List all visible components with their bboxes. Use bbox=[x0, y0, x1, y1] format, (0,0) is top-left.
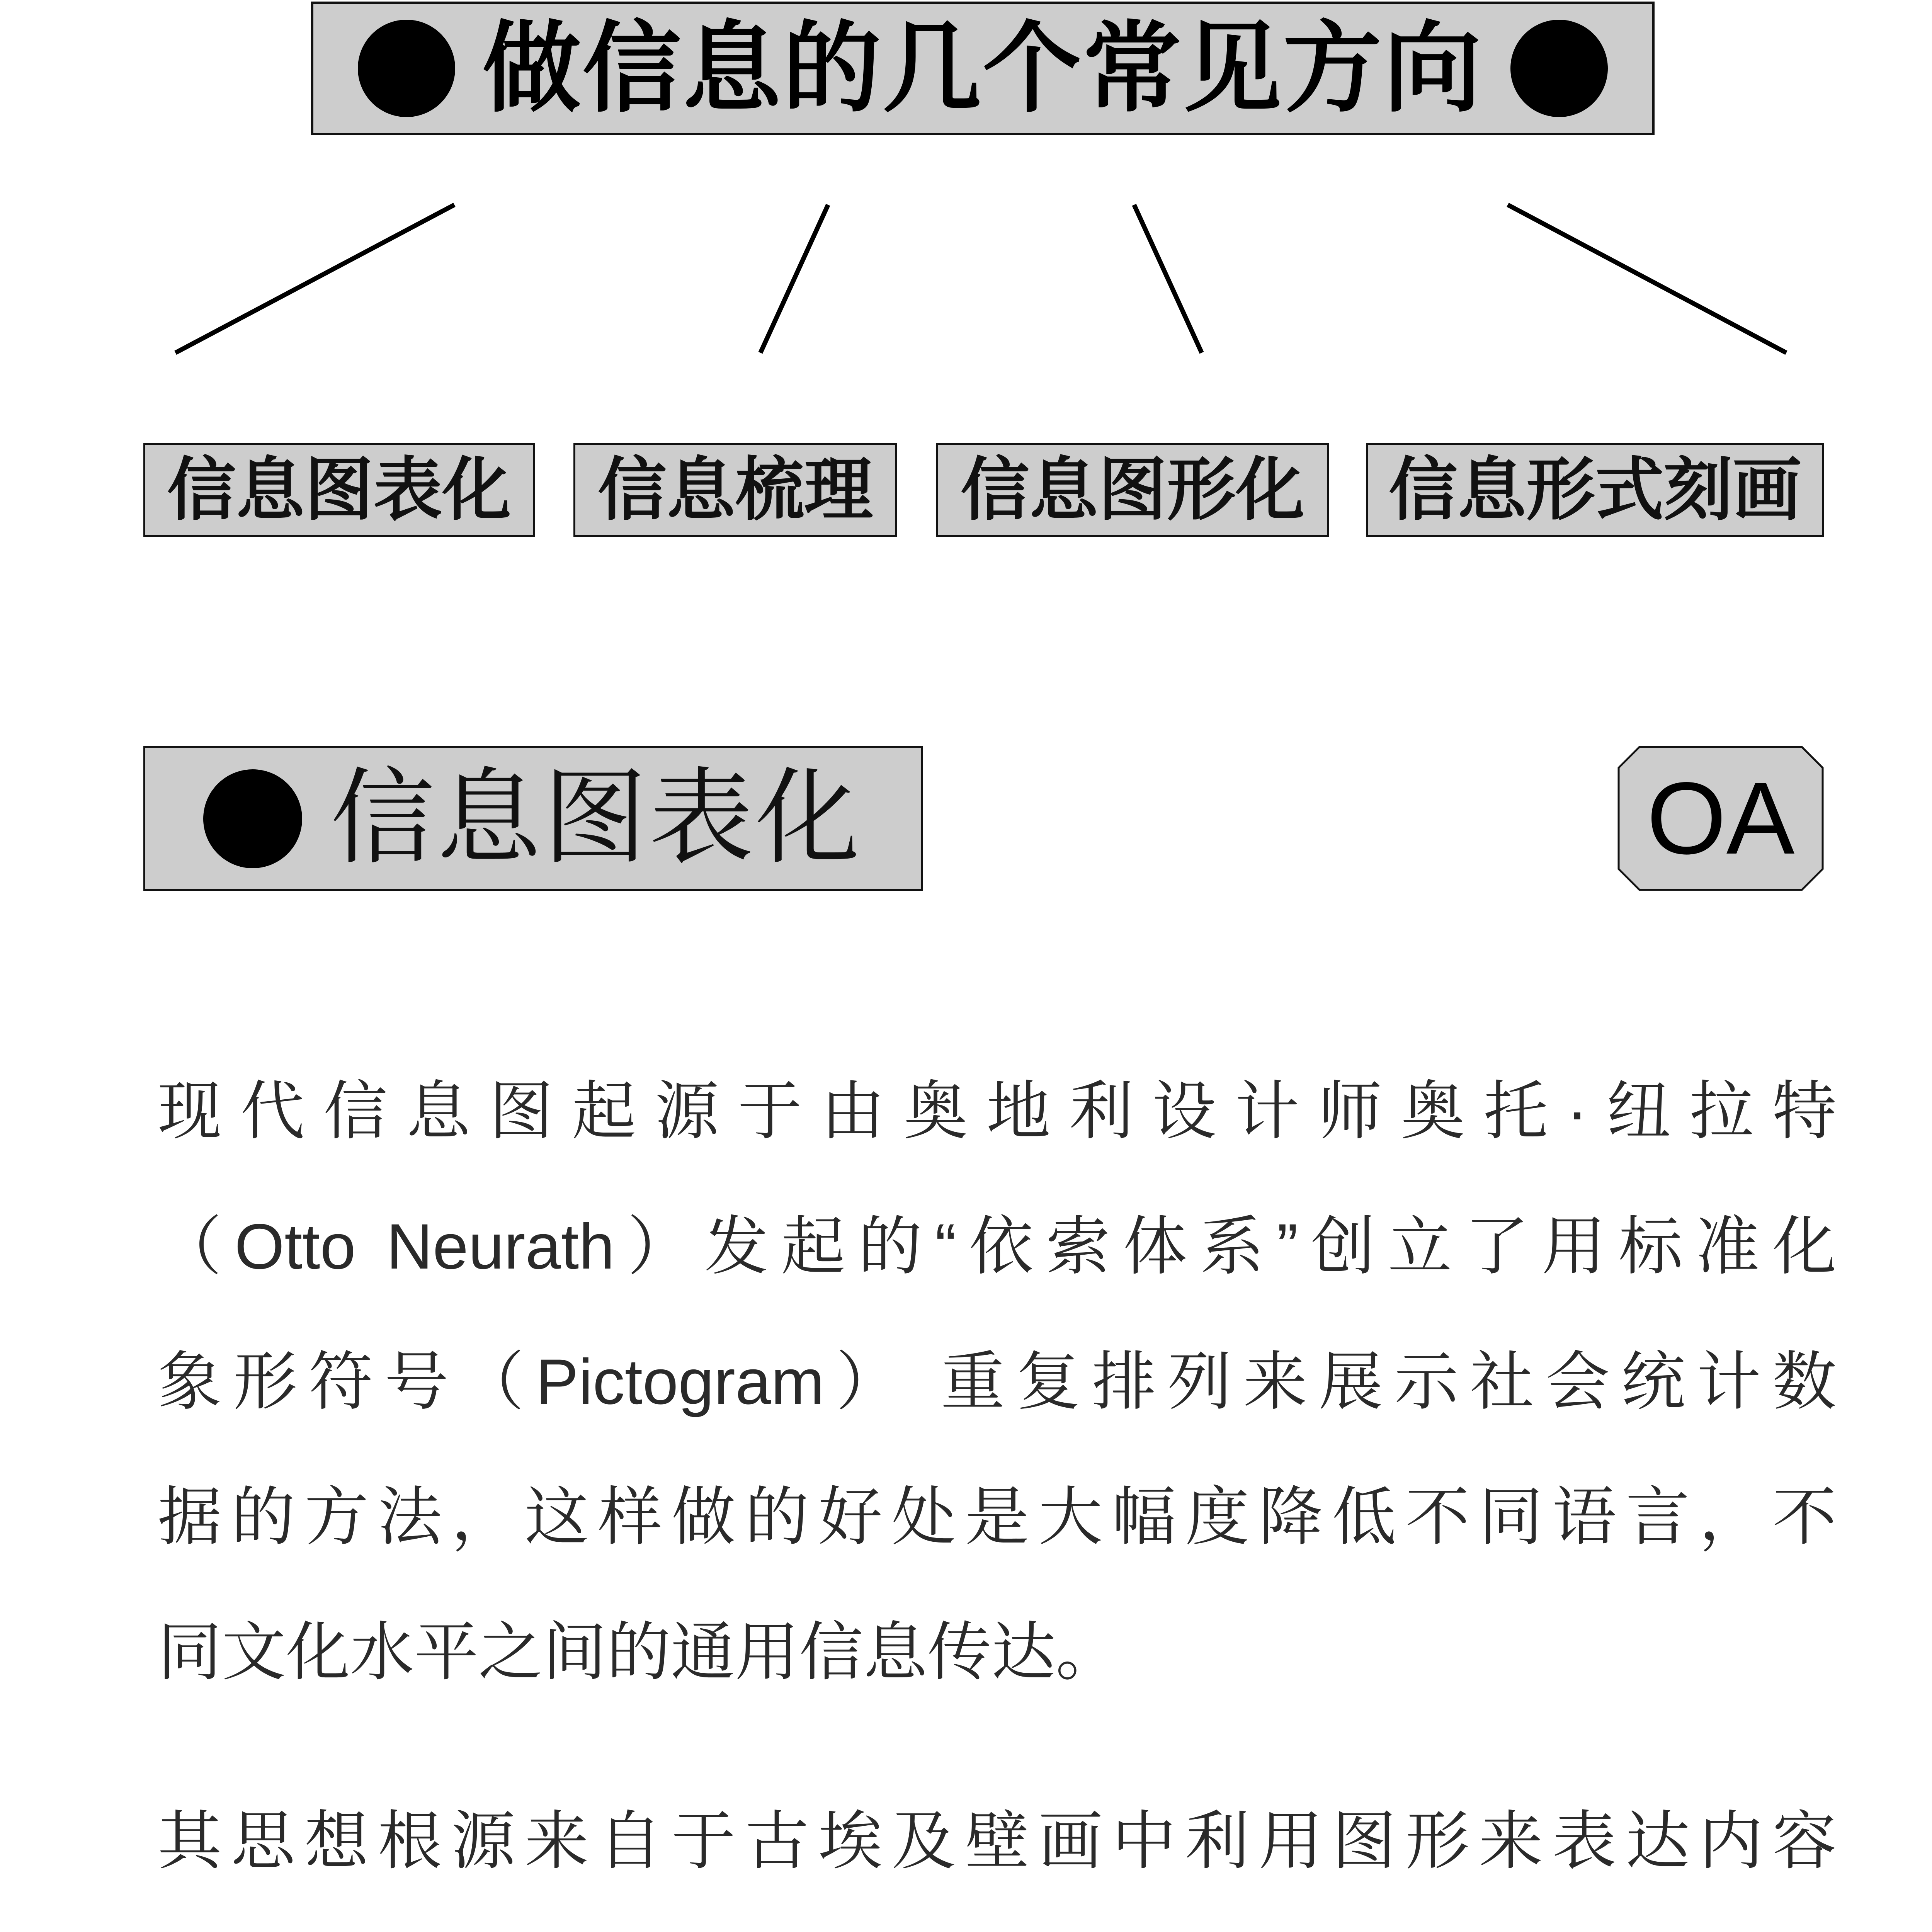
direction-box-infographic bbox=[143, 443, 535, 537]
paragraph-1 bbox=[158, 1044, 1837, 1720]
direction-label: 信息图形化 bbox=[961, 451, 1304, 528]
badge-label: OA bbox=[1646, 761, 1795, 876]
connector-line-3 bbox=[1134, 205, 1202, 353]
connector-line-1 bbox=[175, 205, 454, 353]
direction-label: 信息图表化 bbox=[167, 451, 511, 528]
connector-lines bbox=[0, 0, 1932, 386]
paragraph-line: 其思想根源来自于古埃及壁画中利用图形来表达内容 bbox=[158, 1806, 1837, 1877]
main-title: 做信息的几个常见方向 bbox=[482, 13, 1483, 124]
paragraph-line: 同文化水平之间的通用信息传达。 bbox=[158, 1617, 1120, 1688]
oa-badge bbox=[1617, 746, 1824, 891]
direction-box-form bbox=[1366, 443, 1824, 537]
paragraph-line: 据的方法，这样做的好处是大幅度降低不同语言，不 bbox=[158, 1481, 1837, 1553]
connector-line-2 bbox=[760, 205, 828, 353]
section-title: 信息图表化 bbox=[330, 760, 862, 876]
direction-box-organizing bbox=[573, 443, 897, 537]
paragraph-line: 象形符号（Pictogram） 重复排列来展示社会统计数 bbox=[158, 1346, 1837, 1418]
bullet-dot-icon bbox=[203, 769, 302, 868]
paragraph-line: 现代信息图起源于由奥地利设计师奥托·纽拉特 bbox=[158, 1076, 1837, 1147]
paragraph-2 bbox=[158, 1774, 1837, 1932]
direction-label: 信息梳理 bbox=[598, 451, 873, 528]
section-header bbox=[143, 746, 923, 891]
direction-box-graphic bbox=[936, 443, 1329, 537]
direction-label: 信息形式刻画 bbox=[1389, 451, 1801, 528]
connector-line-4 bbox=[1508, 205, 1786, 353]
paragraph-line: （Otto Neurath）发起的“依索体系”创立了用标准化 bbox=[158, 1211, 1837, 1282]
paragraph-line bbox=[158, 1909, 1837, 1932]
